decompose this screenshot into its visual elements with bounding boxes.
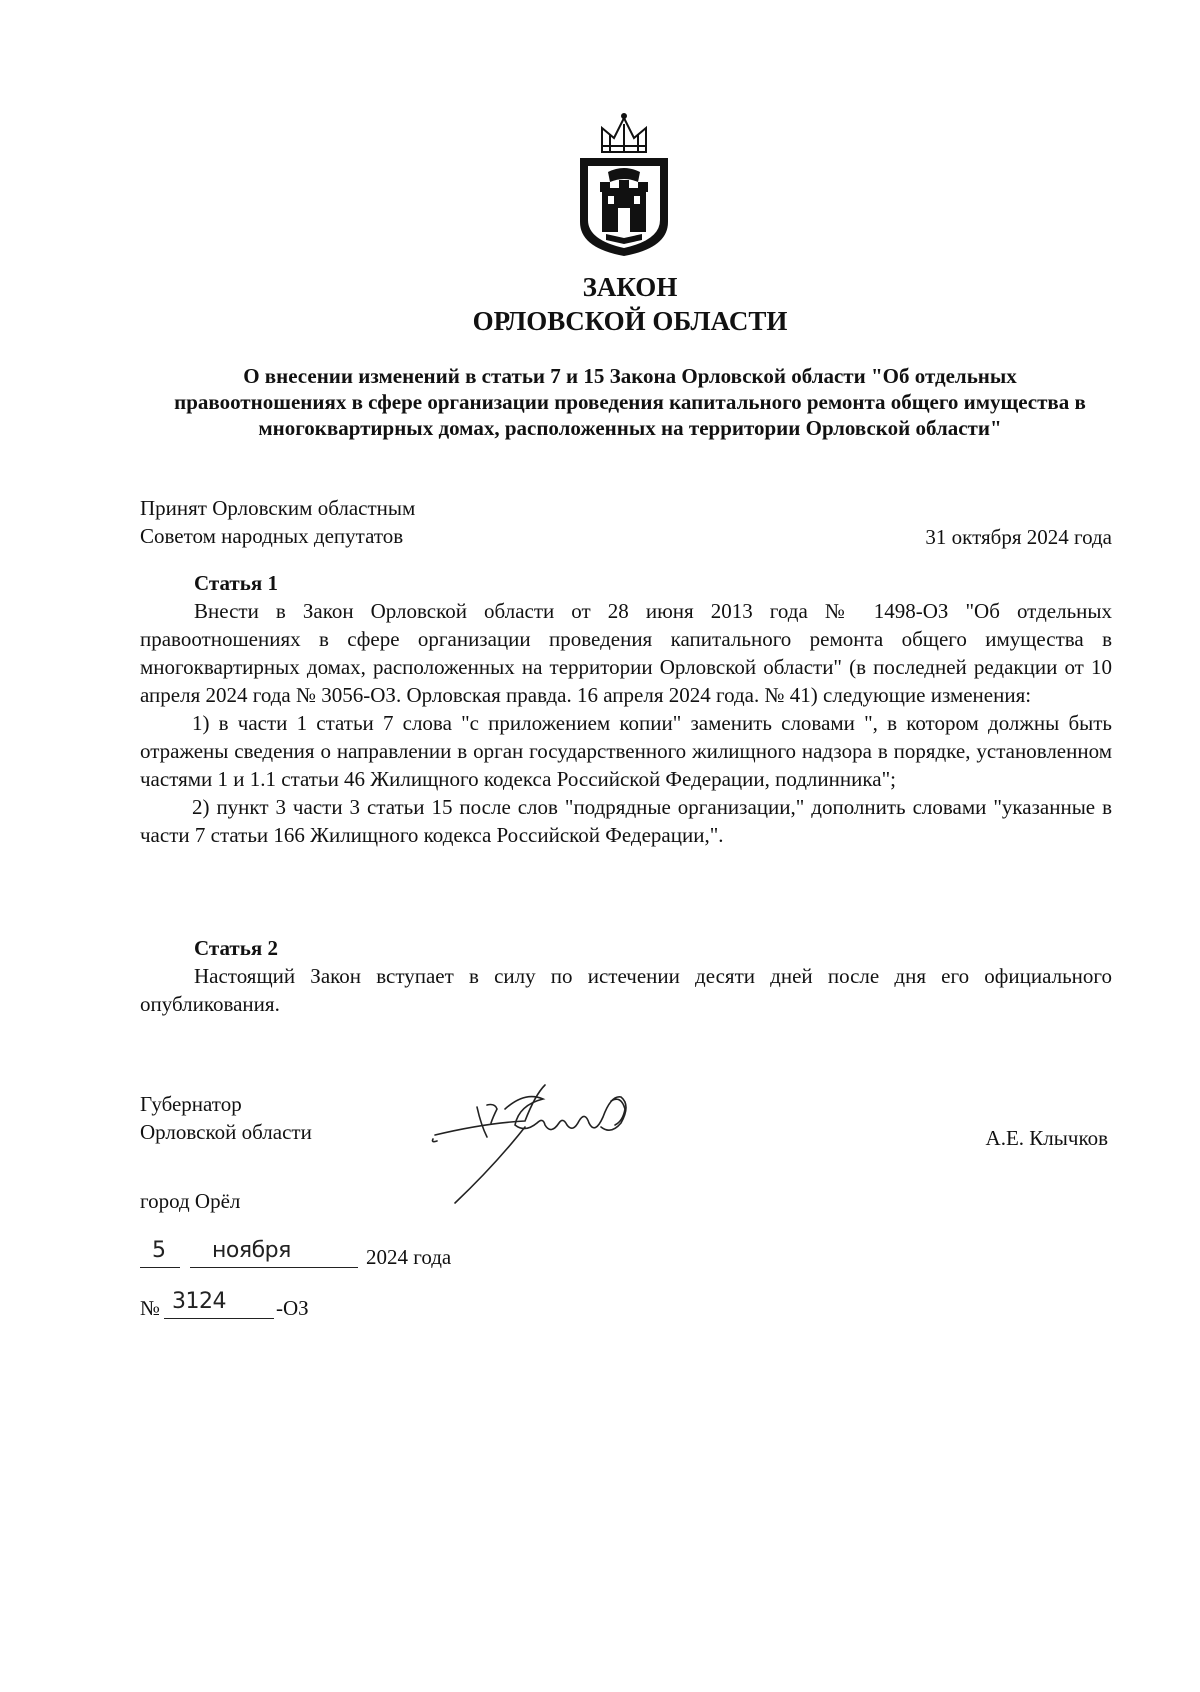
month-underline <box>190 1267 358 1268</box>
adopted-line-1: Принят Орловским областным <box>140 496 416 520</box>
number-value: 3124 <box>172 1289 226 1314</box>
article-1-item-2: 2) пункт 3 части 3 статьи 15 после слов "подрядные организации," дополнить словами "указанные в части 7 статьи 166 Жилищного кодекса Российской Федерации,". <box>140 795 1112 847</box>
day-underline <box>140 1267 180 1268</box>
sign-month: ноября <box>212 1238 291 1263</box>
law-number <box>140 1289 380 1324</box>
signing-date <box>140 1238 500 1273</box>
law-subject: О внесении изменений в статьи 7 и 15 Закона Орловской области "Об отдельных правоотношениях в сфере организации проведения капитального ремонта общего имущества в многоквартирных домах, расположенных на территории Орловской области" <box>174 364 1086 440</box>
governor-title-line-2: Орловской области <box>140 1120 312 1144</box>
governor-title <box>140 1090 312 1146</box>
adopted-by <box>140 494 415 550</box>
number-suffix: -ОЗ <box>276 1296 309 1320</box>
number-underline <box>164 1318 274 1319</box>
law-title <box>0 270 1200 338</box>
article-2 <box>140 934 1112 1018</box>
title-law: ЗАКОН <box>582 272 678 302</box>
number-prefix: № <box>140 1296 161 1320</box>
adopted-line-2: Советом народных депутатов <box>140 524 404 548</box>
sign-day: 5 <box>152 1238 166 1263</box>
sign-year: 2024 года <box>366 1245 452 1269</box>
article-1-intro: Внести в Закон Орловской области от 28 июня 2013 года № 1498-ОЗ "Об отдельных правоотношениях в сфере организации проведения капитального ремонта общего имущества в многоквартирных домах, расположенных на территории Орловской области" (в последней редакции от 10 апреля 2024 года № 3056-ОЗ. Орловская правда. 16 апреля 2024 года. № 41) следующие изменения: <box>140 599 1112 707</box>
article-1-heading: Статья 1 <box>194 571 278 595</box>
governor-title-line-1: Губернатор <box>140 1092 242 1116</box>
coat-of-arms-emblem <box>572 110 676 260</box>
article-1-item-1: 1) в части 1 статьи 7 слова "с приложением копии" заменить словами ", в котором должны быть отражены сведения о направлении в орган государственного жилищного надзора в порядке, установленном частями 1 и 1.1 статьи 46 Жилищного кодекса Российской Федерации, подлинника"; <box>140 711 1112 791</box>
signing-city: город Орёл <box>140 1189 241 1213</box>
article-1 <box>140 569 1112 849</box>
title-region: ОРЛОВСКОЙ ОБЛАСТИ <box>472 306 788 336</box>
governor-signature <box>425 1065 655 1205</box>
governor-name: А.Е. Клычков <box>985 1126 1108 1150</box>
article-2-text: Настоящий Закон вступает в силу по истечении десяти дней после дня его официального опубликования. <box>140 964 1112 1016</box>
adopted-date: 31 октября 2024 года <box>925 525 1112 549</box>
article-2-heading: Статья 2 <box>194 936 278 960</box>
